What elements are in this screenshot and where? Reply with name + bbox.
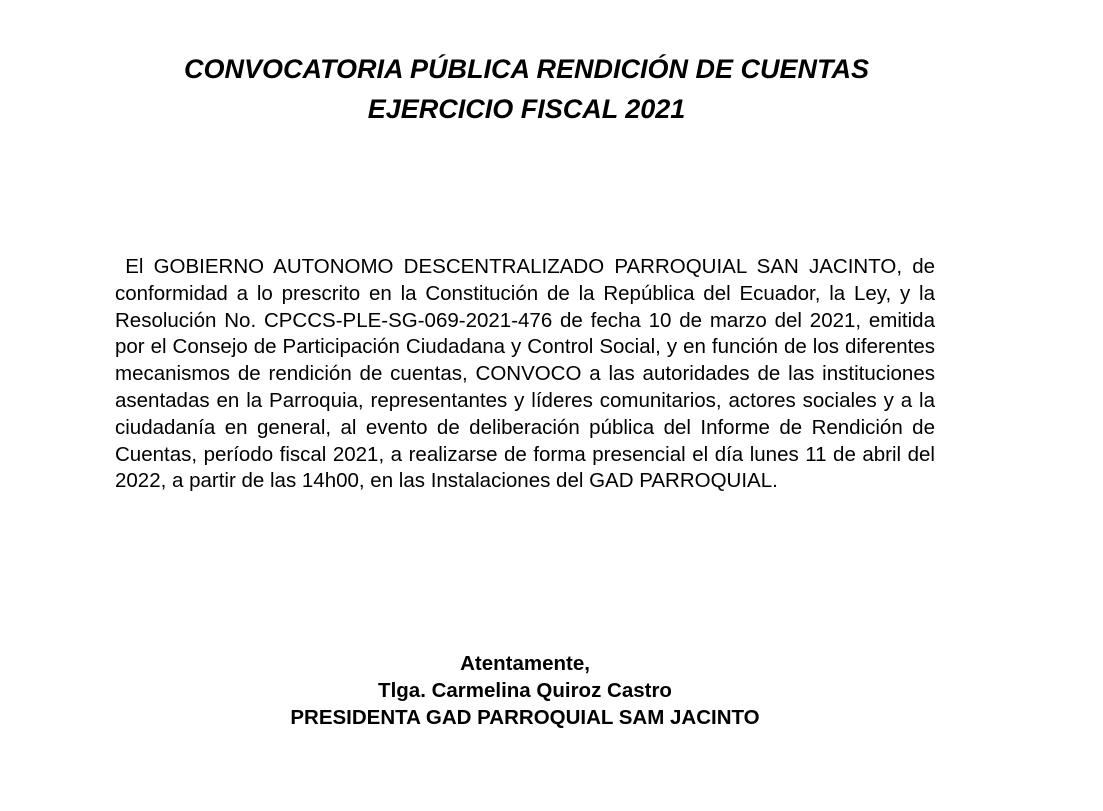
closing-salutation: Atentamente, <box>460 652 590 675</box>
document-title-line2: EJERCICIO FISCAL 2021 <box>367 94 686 124</box>
document-title-line1: CONVOCATORIA PÚBLICA RENDICIÓN DE CUENTAS <box>183 54 870 84</box>
convocation-paragraph <box>115 254 935 495</box>
paragraph-indent <box>115 255 125 278</box>
convocation-text: El GOBIERNO AUTONOMO DESCENTRALIZADO PARROQUIAL SAN JACINTO, de conformidad a lo prescrito en la Constitución de la República del Ecuador, la Ley, y la Resolución No. CPCCS-PLE-SG-069-2021-476 de fecha 10 de marzo del 2021, emitida por el Consejo de Participación Ciudadana y Control Social, y en función de los diferentes mecanismos de rendición de cuentas, CONVOCO a las autoridades de las instituciones asentadas en la Parroquia, representantes y líderes comunitarios, actores sociales y a la ciudadanía en general, al evento de deliberación pública del Informe de Rendición de Cuentas, período fiscal 2021, a realizarse de forma presencial el día lunes 11 de abril del 2022, a partir de las 14h00, en las Instalaciones del GAD PARROQUIAL. <box>115 255 935 493</box>
signer-position: PRESIDENTA GAD PARROQUIAL SAM JACINTO <box>290 706 760 729</box>
signer-name: Tlga. Carmelina Quiroz Castro <box>378 679 672 702</box>
